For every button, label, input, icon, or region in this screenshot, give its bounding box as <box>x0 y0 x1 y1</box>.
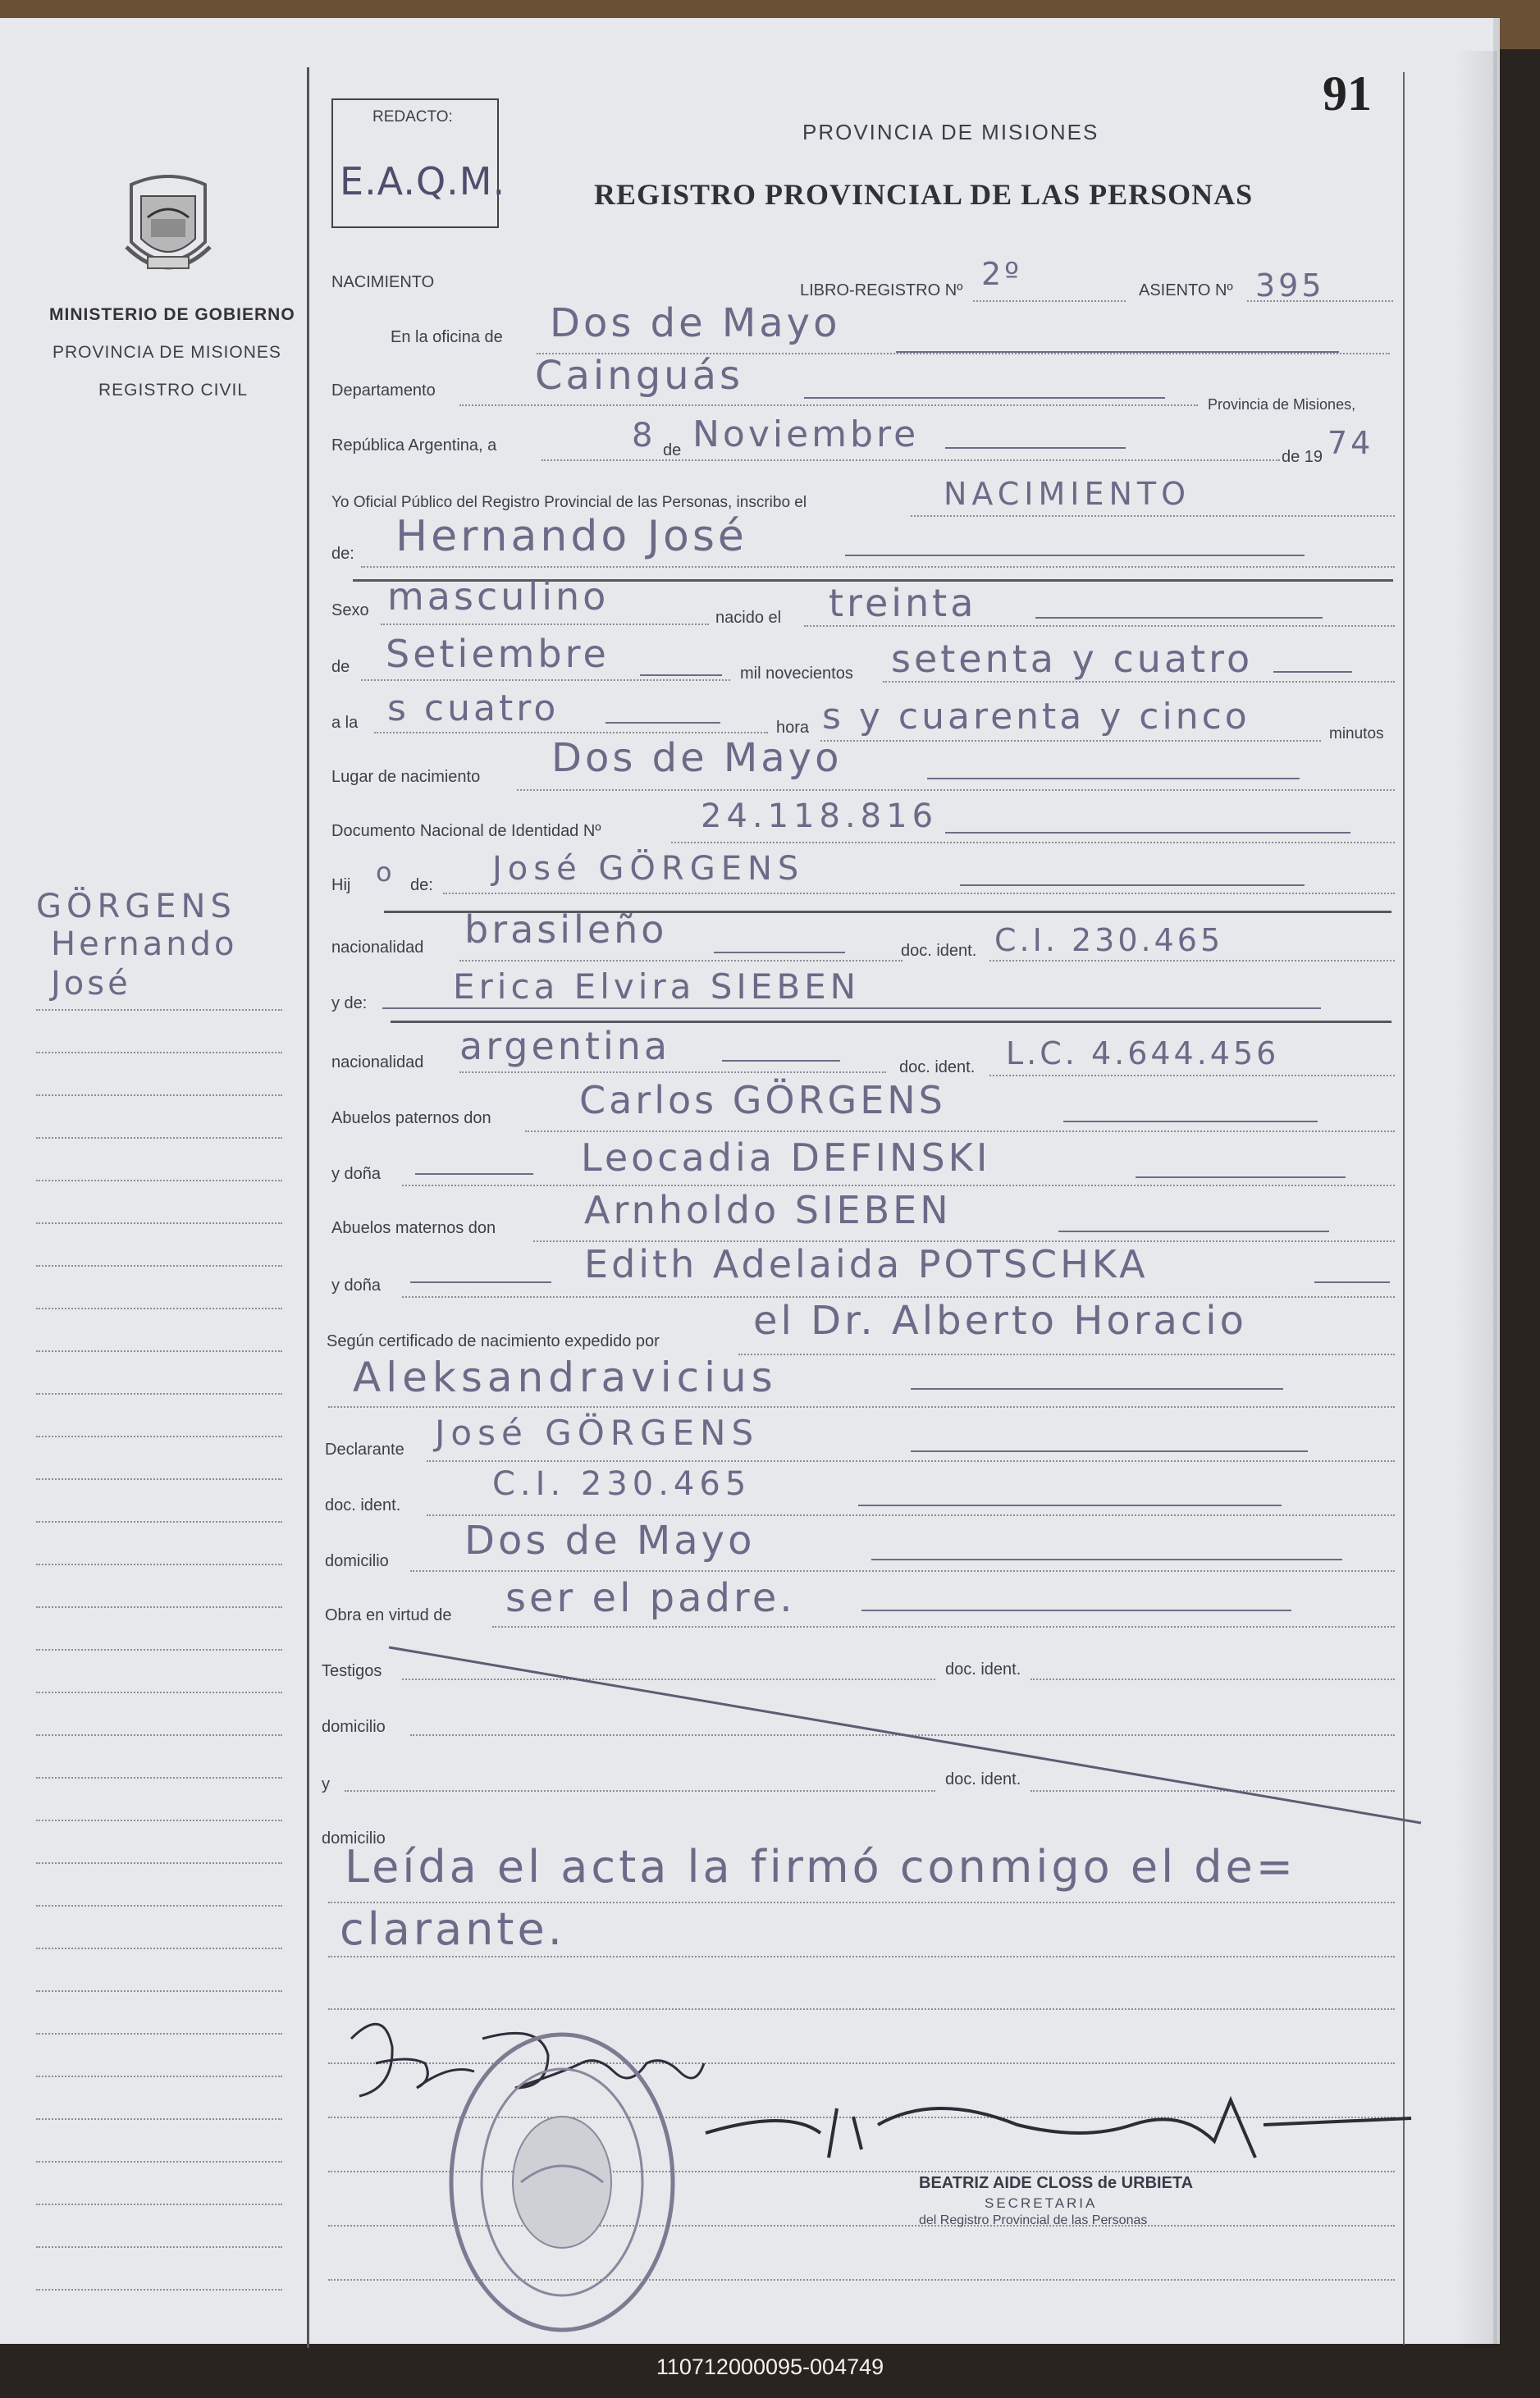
mother-underline <box>391 1021 1391 1023</box>
left-margin-rule <box>36 2289 282 2291</box>
left-margin-rule <box>36 1521 282 1523</box>
testigos-doc-label: doc. ident. <box>945 1660 1021 1679</box>
official-stamp-line-2: SECRETARIA <box>985 2195 1098 2211</box>
certificate-dots <box>738 1354 1395 1355</box>
left-margin-rule <box>36 1137 282 1139</box>
inscription-type: NACIMIENTO <box>944 476 1191 512</box>
left-margin-rule <box>36 1478 282 1480</box>
official-signature-block <box>689 2076 1428 2227</box>
second-witness-domicile-label: domicilio <box>322 1829 386 1848</box>
father-nat-hand-line <box>714 952 845 953</box>
mother-nat-label: nacionalidad <box>331 1053 424 1071</box>
margin-given-1: Hernando <box>51 925 238 963</box>
lugar-dots <box>517 789 1395 791</box>
dni-dots <box>671 842 1395 843</box>
left-margin-rule <box>36 1905 282 1907</box>
redacto-label: REDACTO: <box>372 108 453 126</box>
province-heading: PROVINCIA DE MISIONES <box>802 120 1099 144</box>
yde-label: y de: <box>331 994 368 1012</box>
pat-gm-hand-line-a <box>415 1173 533 1175</box>
asiento-value: 395 <box>1255 267 1325 304</box>
maternal-grandfather-label: Abuelos maternos don <box>331 1219 496 1237</box>
hijo-label: Hij <box>331 876 351 894</box>
father-document: C.I. 230.465 <box>994 922 1224 958</box>
birth-month-hand-line <box>640 674 722 676</box>
left-margin-rule <box>36 2161 282 2163</box>
left-margin-rule <box>36 1990 282 1992</box>
father-nationality: brasileño <box>464 907 668 952</box>
father-nat-label: nacionalidad <box>331 939 424 957</box>
pat-gf-hand-line <box>1063 1121 1318 1122</box>
mother-nat-hand-line <box>722 1060 840 1062</box>
declarant-hand-line <box>911 1450 1308 1452</box>
domicile-hand-line <box>871 1559 1342 1560</box>
paternal-grandmother-label: y doña <box>331 1165 382 1183</box>
image-id-caption: 110712000095-004749 <box>656 2355 884 2379</box>
paternal-grandmother: Leocadia DEFINSKI <box>581 1135 991 1180</box>
second-witness-label: y <box>322 1775 330 1793</box>
left-margin-rule <box>36 1393 282 1395</box>
left-margin-rule <box>36 1308 282 1309</box>
record-type-label: NACIMIENTO <box>331 273 435 291</box>
left-margin-rule <box>36 1606 282 1608</box>
left-margin-rule <box>36 2246 282 2248</box>
left-margin-rule <box>36 2204 282 2205</box>
registration-month: Noviembre <box>692 413 920 455</box>
left-margin-rule <box>36 1734 282 1736</box>
nacido-hand-line <box>1035 617 1323 619</box>
left-margin-rule <box>36 1222 282 1224</box>
ala-label: a la <box>331 714 359 732</box>
lugar-label: Lugar de nacimiento <box>331 768 481 786</box>
minutos-label: minutos <box>1329 725 1384 742</box>
declarant-doc-hand-line <box>858 1505 1282 1506</box>
left-margin-rule <box>36 1820 282 1821</box>
declarant-domicile-label: domicilio <box>325 1552 389 1570</box>
maternal-grandfather: Arnholdo SIEBEN <box>584 1188 952 1232</box>
year-prefix: de 19 <box>1282 448 1323 466</box>
hour-hand-line <box>605 722 720 724</box>
nacido-dots <box>804 625 1395 627</box>
left-margin-rule <box>36 1862 282 1864</box>
birth-year: setenta y cuatro <box>891 637 1254 681</box>
birthplace: Dos de Mayo <box>551 735 843 781</box>
minutes-dots <box>820 740 1321 742</box>
asiento-dots <box>1247 300 1393 302</box>
witness-strike-line <box>386 1641 1428 1829</box>
provincial-coat-of-arms-icon <box>115 168 222 283</box>
office-value: Dos de Mayo <box>550 300 841 346</box>
office-label: En la oficina de <box>391 328 503 346</box>
declarant-document: C.I. 230.465 <box>492 1465 752 1503</box>
certificate-issuer-1: el Dr. Alberto Horacio <box>753 1298 1247 1344</box>
testigos-domicile-label: domicilio <box>322 1718 386 1736</box>
birth-day: treinta <box>829 581 977 625</box>
hijo-suffix: o <box>376 856 395 888</box>
official-stamp-line-1: BEATRIZ AIDE CLOSS de URBIETA <box>919 2174 1194 2192</box>
mother-hand-line <box>382 1007 1321 1009</box>
libro-label: LIBRO-REGISTRO Nº <box>800 281 963 299</box>
department-label: Departamento <box>331 381 436 400</box>
left-margin-rule <box>36 1180 282 1181</box>
birth-minutes: s y cuarenta y cinco <box>822 696 1250 738</box>
father-dots <box>443 893 1395 894</box>
mother-name: Erica Elvira SIEBEN <box>453 966 861 1007</box>
mat-gm-hand-line-a <box>410 1281 551 1283</box>
closing-dots-2 <box>328 1956 1395 1957</box>
libro-value: 2º <box>981 256 1023 292</box>
birth-month-dots <box>361 679 730 681</box>
left-province: PROVINCIA DE MISIONES <box>53 343 281 362</box>
date-de-label: de <box>663 441 682 459</box>
left-margin-rule <box>36 1436 282 1437</box>
page-shadow <box>1456 51 1497 2348</box>
declarant-dots <box>427 1460 1395 1462</box>
birth-hour: s cuatro <box>387 687 560 729</box>
certificate-hand-line <box>911 1388 1283 1390</box>
left-margin-rule <box>36 2076 282 2077</box>
nacido-label: nacido el <box>715 609 782 627</box>
declarant-name: José GÖRGENS <box>435 1413 760 1453</box>
page-number: 91 <box>1323 66 1372 121</box>
name-dots <box>361 566 1395 568</box>
official-dots <box>911 515 1395 517</box>
declarant-label: Declarante <box>325 1441 404 1459</box>
obra-dots <box>492 1626 1395 1628</box>
mat-gf-hand-line <box>1058 1231 1329 1232</box>
father-doc-dots <box>989 960 1395 961</box>
closing-line-1: Leída el acta la firmó conmigo el de= <box>345 1841 1296 1893</box>
closing-line-2: clarante. <box>340 1903 565 1955</box>
father-hand-line <box>960 884 1305 886</box>
domicile-dots <box>410 1570 1395 1572</box>
dni-label: Documento Nacional de Identidad Nº <box>331 822 601 840</box>
pat-gm-hand-line-b <box>1136 1176 1346 1178</box>
margin-surname: GÖRGENS <box>36 888 236 925</box>
pat-gm-dots <box>402 1185 1395 1186</box>
second-witness-doc-label: doc. ident. <box>945 1770 1021 1788</box>
left-margin-rule <box>36 1052 282 1053</box>
ministry-title: MINISTERIO DE GOBIERNO <box>49 305 295 324</box>
hijo-de-label: de: <box>410 876 433 894</box>
left-margin-rule <box>36 2033 282 2035</box>
department-hand-line <box>804 397 1165 399</box>
date-hand-line <box>945 447 1126 449</box>
left-margin-rule <box>36 1777 282 1779</box>
dni-value: 24.118.816 <box>701 797 939 835</box>
department-value: Cainguás <box>535 353 743 399</box>
child-name: Hernando José <box>395 512 747 561</box>
libro-dots <box>973 300 1126 302</box>
obra-label: Obra en virtud de <box>325 1606 452 1624</box>
birth-year-hand-line <box>1273 671 1352 673</box>
province-suffix: Provincia de Misiones, <box>1208 396 1356 413</box>
obra-hand-line <box>861 1610 1291 1611</box>
left-margin-rule <box>36 1094 282 1096</box>
birth-year-dots <box>883 681 1395 683</box>
official-statement: Yo Oficial Público del Registro Provincial de las Personas, inscribo el <box>331 494 807 511</box>
name-hand-line <box>845 555 1305 556</box>
testigos-label: Testigos <box>322 1662 382 1680</box>
left-margin-rule <box>36 2118 282 2120</box>
official-round-seal-icon <box>443 2026 681 2338</box>
hora-label: hora <box>776 719 810 737</box>
margin-rule <box>307 67 309 2348</box>
birth-month-de-label: de <box>331 658 350 676</box>
department-dots <box>459 404 1198 406</box>
certificate-issuer-2: Aleksandravicius <box>353 1354 778 1401</box>
maternal-grandmother-label: y doña <box>331 1277 382 1295</box>
registration-year: 74 <box>1328 425 1374 461</box>
date-dots <box>542 459 1280 461</box>
paternal-grandfather: Carlos GÖRGENS <box>579 1078 946 1122</box>
asiento-label: ASIENTO Nº <box>1139 281 1233 299</box>
certificate-label: Según certificado de nacimiento expedido por <box>327 1332 660 1350</box>
sexo-value: masculino <box>387 574 610 619</box>
obra-value: ser el padre. <box>505 1575 796 1621</box>
left-margin-rule <box>36 1564 282 1565</box>
maternal-grandmother: Edith Adelaida POTSCHKA <box>584 1242 1149 1286</box>
official-stamp-line-3: del Registro Provincial de las Personas <box>919 2213 1148 2227</box>
left-margin-rule <box>36 1265 282 1267</box>
mat-gm-hand-line-b <box>1314 1281 1390 1283</box>
left-margin-rule <box>36 1649 282 1651</box>
lugar-hand-line <box>927 778 1300 779</box>
sexo-label: Sexo <box>331 601 369 619</box>
de-colon-label: de: <box>331 545 354 563</box>
sexo-dots <box>381 623 709 625</box>
office-hand-line <box>896 351 1339 353</box>
declarant-signature-text <box>335 2006 336 2007</box>
father-name: José GÖRGENS <box>492 850 805 888</box>
father-doc-label: doc. ident. <box>901 942 977 960</box>
mother-document: L.C. 4.644.456 <box>1006 1035 1280 1071</box>
declarant-doc-dots <box>427 1514 1395 1516</box>
mil-label: mil novecientos <box>740 665 853 683</box>
mother-doc-dots <box>989 1075 1395 1076</box>
republic-label: República Argentina, a <box>331 436 497 454</box>
redacto-box <box>331 98 506 228</box>
margin-given-2: José <box>51 965 131 1003</box>
registry-title: REGISTRO PROVINCIAL DE LAS PERSONAS <box>594 178 1254 211</box>
registration-day: 8 <box>632 417 656 454</box>
mother-nationality: argentina <box>459 1024 671 1068</box>
declarant-domicile: Dos de Mayo <box>464 1518 756 1564</box>
certificate-dots-2 <box>328 1406 1395 1408</box>
declarant-doc-label: doc. ident. <box>325 1496 401 1514</box>
dni-hand-line <box>945 832 1350 834</box>
pat-gf-dots <box>525 1130 1395 1132</box>
paternal-grandfather-label: Abuelos paternos don <box>331 1109 491 1127</box>
hour-dots <box>374 732 768 733</box>
mother-nat-dots <box>459 1071 886 1073</box>
mother-doc-label: doc. ident. <box>899 1058 976 1076</box>
redacto-initials: E.A.Q.M. <box>340 159 506 203</box>
left-civil-registry: REGISTRO CIVIL <box>98 381 249 400</box>
left-margin-rule <box>36 1350 282 1352</box>
left-margin-rule <box>36 1692 282 1693</box>
left-margin-rule <box>36 1948 282 1949</box>
right-margin-rule <box>1403 72 1405 2345</box>
father-nat-dots <box>459 960 903 961</box>
left-margin-rule <box>36 1009 282 1011</box>
birth-month: Setiembre <box>386 632 610 676</box>
